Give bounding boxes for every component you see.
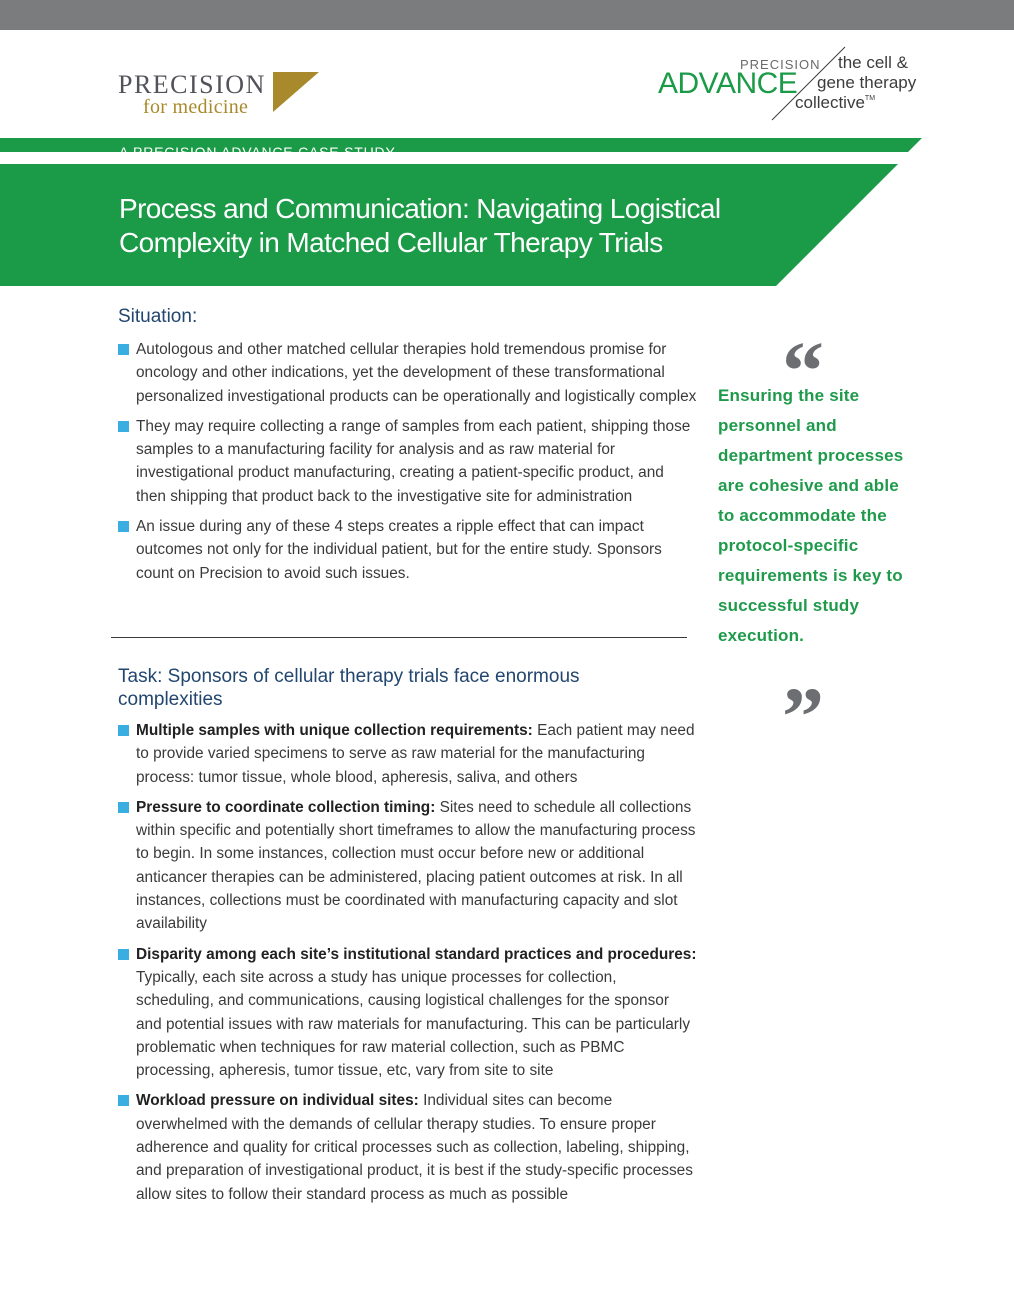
top-gray-bar — [0, 0, 1014, 30]
bullet-square-icon — [118, 521, 129, 532]
list-item: Autologous and other matched cellular therapies hold tremendous promise for oncology and other indications, yet the development of these transformational personalized investigational products can be operationally and logistically complex — [118, 338, 698, 408]
trademark-mark: TM — [864, 95, 876, 102]
pull-quote: Ensuring the site personnel and department processes are cohesive and able to accommodate the protocol-specific requirements is key to successful study execution. — [718, 386, 904, 645]
logo-advance: ADVANCE — [658, 67, 798, 100]
logo-tagline-2: gene therapy — [817, 73, 917, 92]
task-label: Task: — [118, 666, 163, 687]
logo-tagline-1: the cell & — [838, 53, 908, 72]
list-item: Multiple samples with unique collection requirements: Each patient may need to provide varied specimens to serve as raw material for the manufacturing process: tumor tissue, whole blood, apheresis, saliva, and others — [118, 719, 698, 789]
logo-precision-small: PRECISION — [740, 57, 821, 72]
list-item: An issue during any of these 4 steps creates a ripple effect that can impact outcomes not only for the individual patient, but for the entire study. Sponsors count on Precision to avoid such issues. — [118, 515, 698, 585]
bullet-square-icon — [118, 949, 129, 960]
page-title: Process and Communication: Navigating Logistical Complexity in Matched Cellular Therapy Trials — [119, 193, 721, 258]
bullet-square-icon — [118, 1095, 129, 1106]
logo-tagline-3: collective™ — [795, 93, 876, 112]
close-quote-icon: ” — [782, 671, 824, 764]
bullet-square-icon — [118, 344, 129, 355]
bullet-square-icon — [118, 802, 129, 813]
list-item: Pressure to coordinate collection timing: Sites need to schedule all collections within specific and potentially short timeframes to allow the manufacturing process to begin. In some instances, collection must occur before new or additional anticancer therapies can be administered, placing patient outcomes at risk. In all instances, collections must be coordinated with manufacturing capacity and slot availability — [118, 796, 698, 936]
bullet-square-icon — [118, 725, 129, 736]
task-subheading: Sponsors of cellular therapy trials face enormous complexities — [118, 666, 580, 710]
situation-list — [118, 338, 698, 592]
task-heading — [118, 665, 678, 711]
list-item: Workload pressure on individual sites: Individual sites can become overwhelmed with the demands of cellular therapy studies. To ensure proper adherence and quality for critical processes such as collection, labeling, shipping, and preparation of investigational product, it is best if the study-specific processes allow sites to follow their standard process as much as possible — [118, 1089, 698, 1205]
list-item: Disparity among each site’s institutional standard practices and procedures: Typically, each site across a study has unique processes for collection, scheduling, and communications, causing logistical challenges for the sponsor and potential issues with raw materials for manufacturing. This can be particularly problematic when techniques for raw material collection, such as PBMC processing, apheresis, tumor tissue, etc, vary from site to site — [118, 943, 698, 1083]
logo-subline: for medicine — [143, 96, 249, 118]
section-divider — [111, 637, 687, 638]
logo-wordmark: PRECISION — [118, 70, 266, 99]
open-quote-icon: “ — [782, 325, 824, 418]
situation-heading: Situation: — [118, 306, 198, 327]
case-study-label: A PRECISION ADVANCE CASE STUDY — [119, 144, 396, 160]
precision-for-medicine-logo — [118, 70, 338, 120]
task-list — [118, 719, 698, 1213]
list-item: They may require collecting a range of samples from each patient, shipping those samples to a manufacturing facility for analysis and as raw material for investigational product manufacturing, creating a patient-specific product, and then shipping that product back to the investigative site for administration — [118, 415, 698, 508]
precision-advance-logo — [655, 45, 945, 125]
logo-triangle-icon — [273, 72, 319, 112]
bullet-square-icon — [118, 421, 129, 432]
